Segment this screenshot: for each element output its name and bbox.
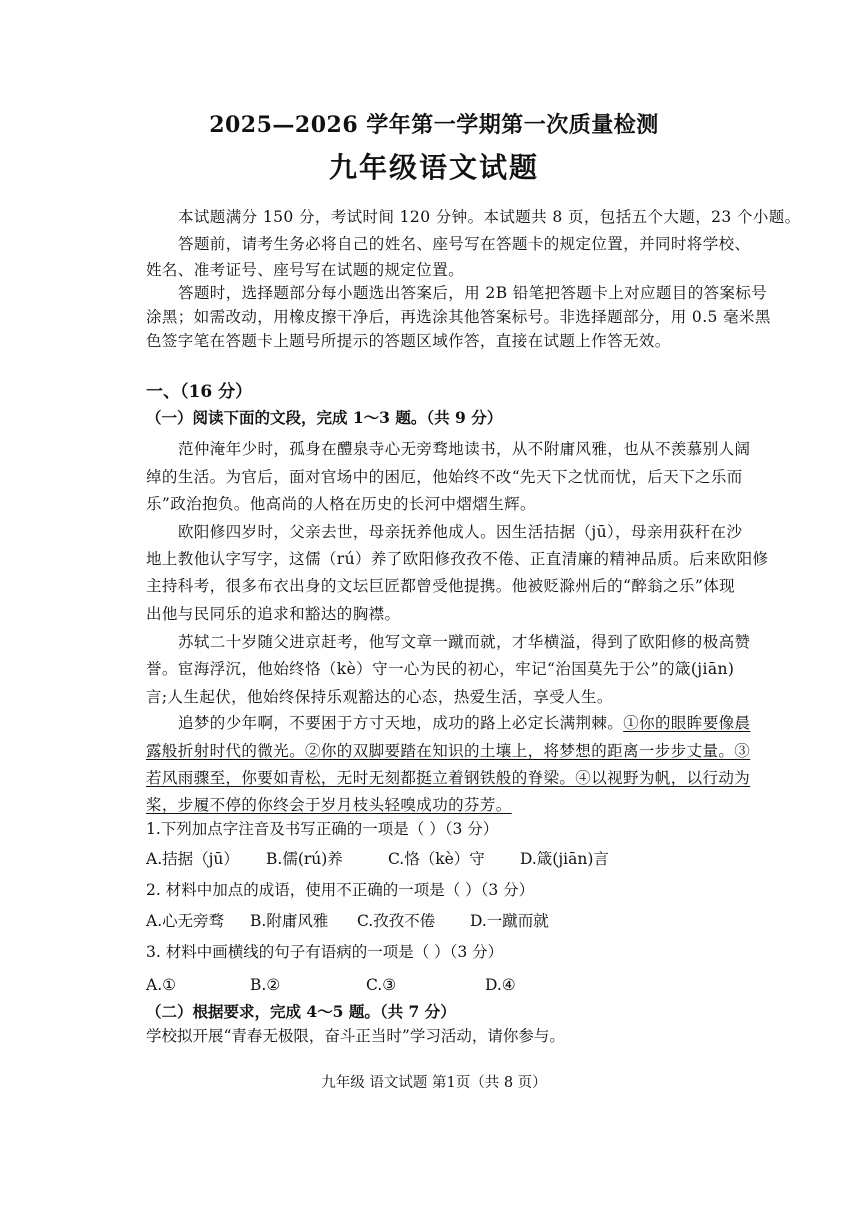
passage-line: 范仲淹年少时，孤身在醴泉寺心无旁骛地读书，从不附庸风雅，也从不羡慕别人阔 [178,440,751,458]
question-1-option-a: A.拮据（jū） [146,850,239,868]
instruction-line: 姓名、准考证号、座号写在试题的规定位置。 [146,261,465,279]
question-2-option-a: A.心无旁骛 [146,912,225,930]
question-2-option-d: D.一蹴而就 [470,912,549,930]
question-1-option-c: C.恪（kè）守 [388,850,485,868]
passage-line: 出他与民同乐的追求和豁达的胸襟。 [146,605,401,623]
passage-line: 欧阳修四岁时，父亲去世，母亲抚养他成人。因生活拮据（jū），母亲用荻秆在沙 [178,523,743,541]
instruction-line: 答题时，选择题部分每小题选出答案后，用 2B 铅笔把答题卡上对应题目的答案标号 [178,284,768,302]
exam-subtitle: 九年级语文试题 [328,151,539,184]
underlined-sentence: 露般折射时代的微光。②你的双脚要踏在知识的土壤上，将梦想的距离一步步丈量。③ [146,742,751,760]
section-heading: 一、（16 分） [146,382,253,402]
question-3-option-c: C.③ [366,976,397,994]
passage-line: 主持科考，很多布衣出身的文坛巨匠都曾受他提携。他被贬滁州后的“醉翁之乐”体现 [146,577,736,595]
question-3-option-d: D.④ [485,976,516,994]
question-2-option-b: B.附庸风雅 [250,912,329,930]
part-heading: （一）阅读下面的文段，完成 1～3 题。（共 9 分） [146,408,503,427]
question-2-option-c: C.孜孜不倦 [357,912,436,930]
question-1-stem: 1.下列加点字注音及书写正确的一项是（ ）（3 分） [146,820,499,838]
instruction-line: 答题前，请考生务必将自己的姓名、座号写在答题卡的规定位置，并同时将学校、 [178,235,751,253]
passage-line: 誉。宦海浮沉，他始终恪（kè）守一心为民的初心，牢记“治国莫先于公”的箴(jiān) [146,660,735,678]
passage-line: 乐”政治抱负。他高尚的人格在历史的长河中熠熠生辉。 [146,495,536,513]
question-3-option-b: B.② [250,976,281,994]
question-2-stem: 2. 材料中加点的成语，使用不正确的一项是（ ）（3 分） [146,881,535,899]
underlined-sentence: 若风雨骤至，你要如青松，无时无刻都挺立着钢铁般的脊梁。④以视野为帆，以行动为 [146,769,751,787]
page-footer: 九年级 语文试题 第1页（共 8 页） [321,1075,547,1091]
passage-intro-text: 追梦的少年啊，不要困于方寸天地，成功的路上必定长满荆棘。 [178,714,624,732]
part-heading: （二）根据要求，完成 4～5 题。（共 7 分） [146,1002,456,1021]
exam-title: 2025—2026 学年第一学期第一次质量检测 [209,112,659,138]
instruction-line: 色签字笔在答题卡上题号所提示的答题区域作答，直接在试题上作答无效。 [146,332,671,350]
passage-line: 言;人生起伏，他始终保持乐观豁达的心态，热爱生活，享受人生。 [146,688,613,706]
instruction-line: 涂黑；如需改动，用橡皮擦干净后，再选涂其他答案标号。非选择题部分，用 0.5 毫米黑 [146,308,771,326]
passage-line: 地上教他认字写字，这儒（rú）养了欧阳修孜孜不倦、正直清廉的精神品质。后来欧阳修 [146,550,769,568]
question-1-option-b: B.儒(rú)养 [266,850,343,868]
part-intro: 学校拟开展“青春无极限，奋斗正当时”学习活动，请你参与。 [146,1027,565,1045]
instruction-line: 本试题满分 150 分，考试时间 120 分钟。本试题共 8 页，包括五个大题，23 个小题。 [178,208,801,226]
passage-line [178,713,750,733]
question-3-option-a: A.① [146,976,177,994]
question-3-stem: 3. 材料中画横线的句子有语病的一项是（ ）（3 分） [146,943,504,961]
passage-line: 绰的生活。为官后，面对官场中的困厄，他始终不改“先天下之忧而忧，后天下之乐而 [146,468,743,486]
underlined-sentence: 桨，步履不停的你终会于岁月枝头轻嗅成功的芬芳。 [146,796,512,814]
passage-line: 苏轼二十岁随父进京赶考，他写文章一蹴而就，才华横溢，得到了欧阳修的极高赞 [178,633,751,651]
underlined-sentence: ①你的眼眸要像晨 [623,714,751,732]
question-1-option-d: D.箴(jiān)言 [520,850,609,868]
